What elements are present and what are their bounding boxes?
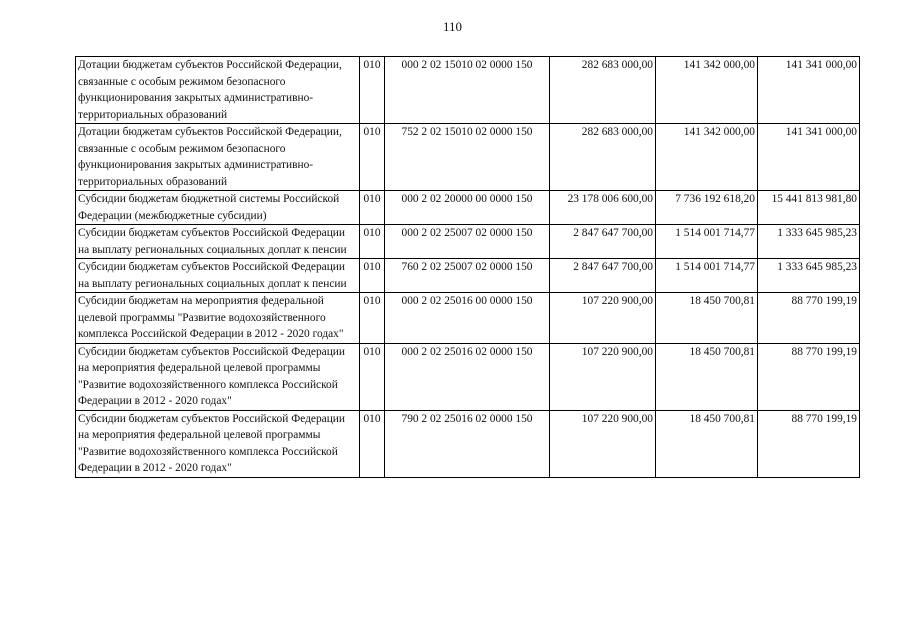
table-row — [76, 57, 860, 124]
row-name-cell: Субсидии бюджетам субъектов Российской Федерации на выплату региональных социальных доплат к пенсии — [76, 225, 360, 259]
row-value1-cell: 282 683 000,00 — [550, 124, 656, 191]
row-value1-cell: 2 847 647 700,00 — [550, 225, 656, 259]
row-value3-cell: 88 770 199,19 — [758, 343, 860, 410]
row-kbk-cell: 000 2 02 25016 02 0000 150 — [385, 343, 550, 410]
row-value2-cell: 1 514 001 714,77 — [656, 259, 758, 293]
row-code-cell: 010 — [360, 410, 385, 477]
row-value1-cell: 107 220 900,00 — [550, 410, 656, 477]
row-code-cell: 010 — [360, 259, 385, 293]
row-kbk-cell: 000 2 02 15010 02 0000 150 — [385, 57, 550, 124]
table-row — [76, 343, 860, 410]
row-kbk-cell: 000 2 02 20000 00 0000 150 — [385, 191, 550, 225]
budget-table — [75, 56, 860, 478]
row-value1-cell: 282 683 000,00 — [550, 57, 656, 124]
row-name-cell: Субсидии бюджетам на мероприятия федеральной целевой программы "Развитие водохозяйственного комплекса Российской Федерации в 2012 - 2020 годах" — [76, 293, 360, 344]
row-name-cell: Субсидии бюджетам субъектов Российской Федерации на мероприятия федеральной целевой программы "Развитие водохозяйственного комплекса Российской Федерации в 2012 - 2020 годах" — [76, 410, 360, 477]
row-kbk-cell: 760 2 02 25007 02 0000 150 — [385, 259, 550, 293]
row-value2-cell: 7 736 192 618,20 — [656, 191, 758, 225]
row-kbk-cell: 000 2 02 25007 02 0000 150 — [385, 225, 550, 259]
row-name-cell: Субсидии бюджетам субъектов Российской Федерации на мероприятия федеральной целевой программы "Развитие водохозяйственного комплекса Российской Федерации в 2012 - 2020 годах" — [76, 343, 360, 410]
row-value3-cell: 141 341 000,00 — [758, 57, 860, 124]
row-value1-cell: 2 847 647 700,00 — [550, 259, 656, 293]
row-code-cell: 010 — [360, 225, 385, 259]
table-row — [76, 410, 860, 477]
row-name-cell: Дотации бюджетам субъектов Российской Федерации, связанные с особым режимом безопасного функционирования закрытых административно-территориальных образований — [76, 124, 360, 191]
row-value1-cell: 107 220 900,00 — [550, 293, 656, 344]
row-code-cell: 010 — [360, 124, 385, 191]
row-value2-cell: 141 342 000,00 — [656, 124, 758, 191]
row-value2-cell: 1 514 001 714,77 — [656, 225, 758, 259]
row-value3-cell: 1 333 645 985,23 — [758, 225, 860, 259]
row-name-cell: Субсидии бюджетам бюджетной системы Российской Федерации (межбюджетные субсидии) — [76, 191, 360, 225]
row-kbk-cell: 790 2 02 25016 02 0000 150 — [385, 410, 550, 477]
row-value1-cell: 23 178 006 600,00 — [550, 191, 656, 225]
row-value3-cell: 1 333 645 985,23 — [758, 259, 860, 293]
row-value2-cell: 18 450 700,81 — [656, 343, 758, 410]
row-kbk-cell: 752 2 02 15010 02 0000 150 — [385, 124, 550, 191]
row-value2-cell: 141 342 000,00 — [656, 57, 758, 124]
table-row — [76, 259, 860, 293]
row-value2-cell: 18 450 700,81 — [656, 293, 758, 344]
row-value3-cell: 88 770 199,19 — [758, 293, 860, 344]
row-value3-cell: 88 770 199,19 — [758, 410, 860, 477]
row-code-cell: 010 — [360, 343, 385, 410]
row-code-cell: 010 — [360, 191, 385, 225]
table-row — [76, 225, 860, 259]
row-value3-cell: 15 441 813 981,80 — [758, 191, 860, 225]
table-row — [76, 124, 860, 191]
row-value3-cell: 141 341 000,00 — [758, 124, 860, 191]
row-code-cell: 010 — [360, 57, 385, 124]
row-name-cell: Дотации бюджетам субъектов Российской Федерации, связанные с особым режимом безопасного функционирования закрытых административно-территориальных образований — [76, 57, 360, 124]
row-value2-cell: 18 450 700,81 — [656, 410, 758, 477]
table-row — [76, 293, 860, 344]
row-name-cell: Субсидии бюджетам субъектов Российской Федерации на выплату региональных социальных доплат к пенсии — [76, 259, 360, 293]
page-number: 110 — [442, 19, 463, 34]
row-value1-cell: 107 220 900,00 — [550, 343, 656, 410]
row-kbk-cell: 000 2 02 25016 00 0000 150 — [385, 293, 550, 344]
table-row — [76, 191, 860, 225]
row-code-cell: 010 — [360, 293, 385, 344]
